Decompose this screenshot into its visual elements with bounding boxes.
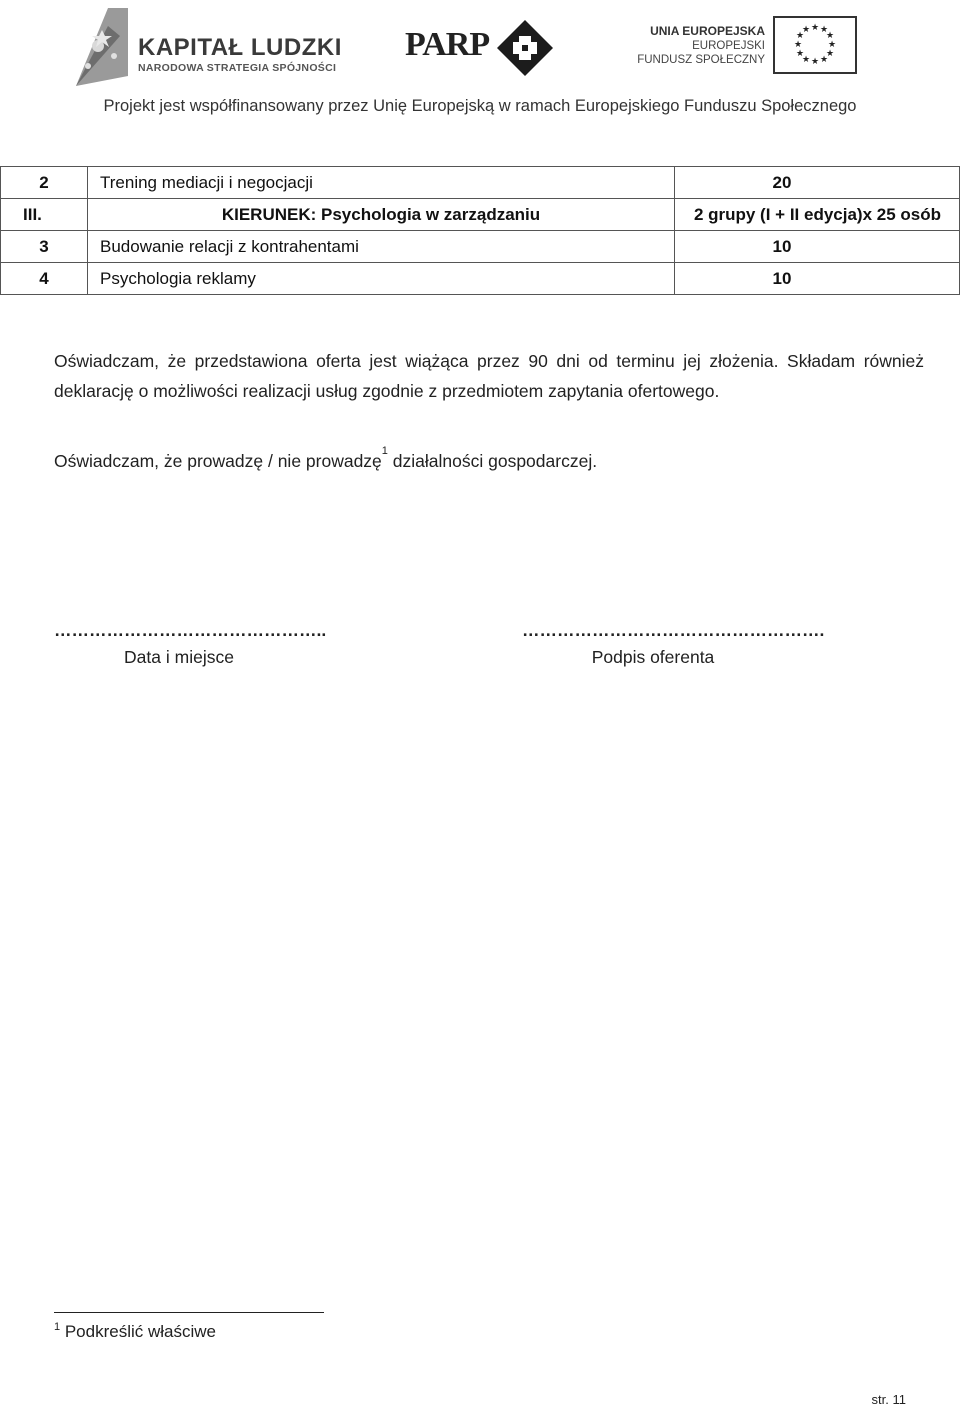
footnote-text: Podkreślić właściwe (60, 1322, 217, 1341)
kapital-ludzki-logo (68, 6, 342, 90)
svg-text:★: ★ (795, 49, 805, 59)
course-name: Budowanie relacji z kontrahentami (88, 231, 675, 263)
signature-dotted-line: ……………………………………………. (522, 620, 825, 640)
page-number: str. 11 (871, 1392, 906, 1407)
date-place-dotted-line: ……………………………………….. (54, 620, 327, 640)
svg-text:★: ★ (793, 40, 803, 50)
statement2-tail: działalności gospodarczej. (387, 451, 598, 471)
table-row (1, 231, 960, 263)
svg-text:★: ★ (819, 25, 829, 35)
cofinancing-note: Projekt jest współfinansowany przez Unię Europejską w ramach Europejskiego Funduszu Społecznego (103, 97, 857, 115)
date-place-label: Data i miejsce (124, 647, 234, 667)
svg-text:★: ★ (810, 23, 820, 33)
footnote-mark: 1 (54, 1321, 61, 1333)
eu-logo-line2: EUROPEJSKI (692, 40, 765, 52)
svg-text:★: ★ (827, 40, 837, 50)
statement2-text: Oświadczam, że prowadzę / nie prowadzę (54, 451, 382, 471)
table-row-direction (1, 199, 960, 231)
course-value: 10 (675, 263, 960, 295)
course-name: Trening mediacji i negocjacji (88, 167, 675, 199)
eu-logo (637, 16, 857, 76)
parp-wordmark: PARP (405, 26, 490, 63)
table-row (1, 263, 960, 295)
table-row (1, 167, 960, 199)
course-value: 10 (675, 231, 960, 263)
direction-name: KIERUNEK: Psychologia w zarządzaniu (88, 199, 675, 231)
svg-text:★: ★ (801, 25, 811, 35)
row-number: III. (1, 199, 88, 231)
parp-logo (405, 18, 555, 78)
courses-table (0, 166, 960, 295)
kapital-ludzki-subtitle: NARODOWA STRATEGIA SPÓJNOŚCI (138, 62, 337, 74)
kapital-ludzki-emblem-icon (68, 6, 132, 90)
svg-text:★: ★ (801, 55, 811, 65)
eu-flag-icon (773, 16, 857, 74)
direction-groups: 2 grupy (I + II edycja)x 25 osób (675, 199, 960, 231)
signature-block (522, 620, 825, 668)
footnote (54, 1322, 216, 1342)
signature-label: Podpis oferenta (591, 647, 715, 667)
course-value: 20 (675, 167, 960, 199)
svg-text:★: ★ (825, 49, 835, 59)
date-place-block (54, 620, 327, 668)
kapital-ludzki-title: KAPITAŁ LUDZKI (138, 34, 342, 61)
footnote-ref: 1 (381, 445, 388, 457)
svg-text:★: ★ (810, 57, 820, 67)
offer-validity-statement: Oświadczam, że przedstawiona oferta jest wiążąca przez 90 dni od terminu jej złożenia. Składam również deklarację o możliwości realizacji usług zgodnie z przedmiotem zapytania ofertowego. (54, 351, 924, 401)
row-number: 4 (1, 263, 88, 295)
eu-logo-line3: FUNDUSZ SPOŁECZNY (637, 54, 765, 66)
business-activity-statement (54, 446, 924, 476)
row-number: 3 (1, 231, 88, 263)
course-name: Psychologia reklamy (88, 263, 675, 295)
svg-text:★: ★ (819, 55, 829, 65)
svg-text:★: ★ (825, 31, 835, 41)
eu-logo-line1: UNIA EUROPEJSKA (650, 24, 765, 38)
footnote-separator (54, 1312, 324, 1313)
svg-text:★: ★ (795, 31, 805, 41)
row-number: 2 (1, 167, 88, 199)
parp-diamond-icon (497, 20, 553, 76)
